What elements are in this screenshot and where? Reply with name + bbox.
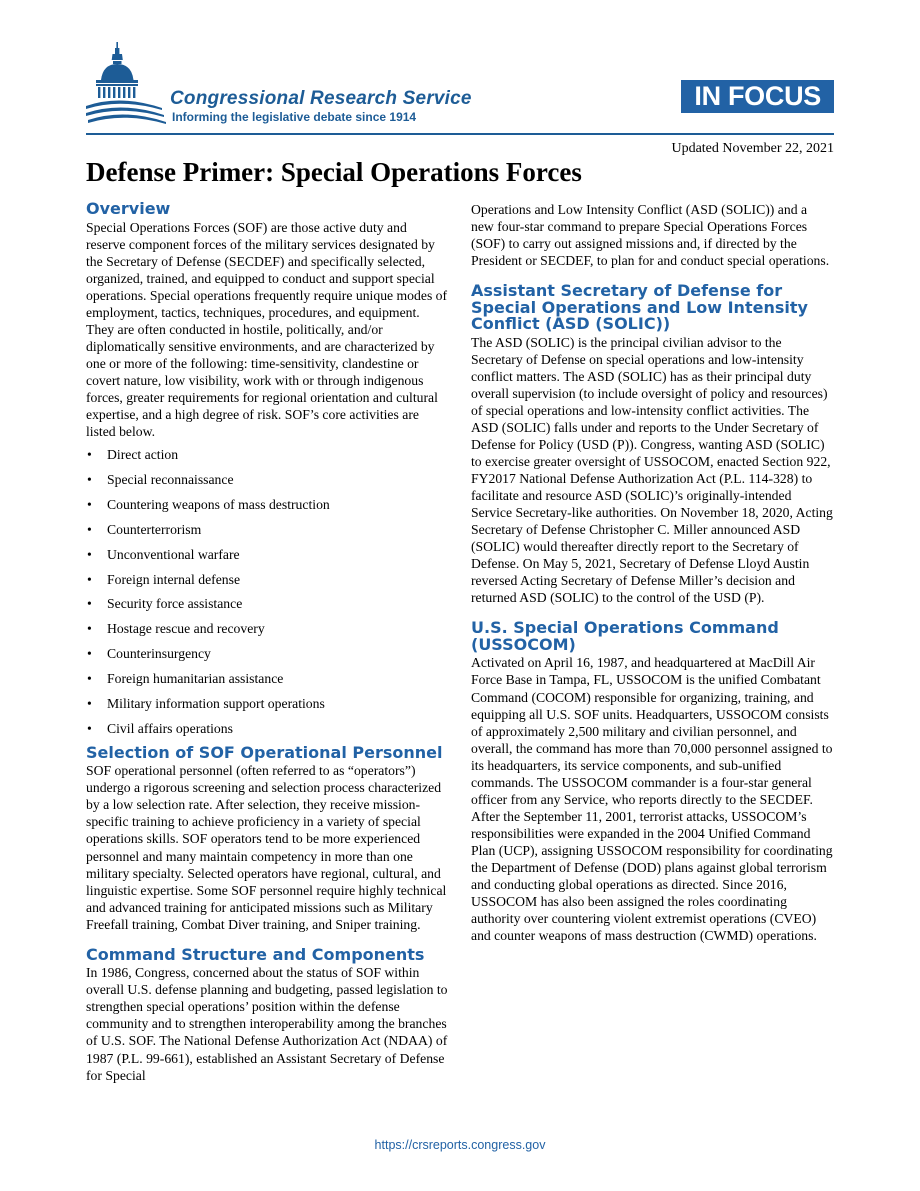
in-focus-badge: IN FOCUS [681,80,834,113]
list-item-label: Direct action [107,447,179,463]
list-item-label: Counterterrorism [107,521,202,537]
list-item-label: Unconventional warfare [107,546,240,562]
ussocom-body: Activated on April 16, 1987, and headquartered at MacDill Air Force Base in Tampa, FL, USSOCOM is the unified Combatant Command (COCOM) responsible for organizing, training, and equipping all U.S. SOF units. Headquarters, USSOCOM consists of approximately 2,500 military and civilian personnel, and overall, the command has more than 70,000 personnel assigned to its headquarters, its service components, and sub-unified commands. The USSOCOM commander is a four-star general officer from any Service, who reports directly to the SECDEF. After the September 11, 2001, terrorist attacks, USSOCOM’s responsibilities were expanded in the 2004 Unified Command Plan (UCP), assigning USSOCOM responsibility for coordinating the Department of Defense (DOD) plans against global terrorism and conducting global operations as directed. Since 2016, USSOCOM has also been assigned the roles coordinating authority over countering violent extremist operations (CVEO) and counter weapons of mass destruction (CWMD) operations. [471,655,833,944]
list-item-label: Military information support operations [107,696,325,712]
bullet-icon: • [87,646,92,662]
list-item-label: Special reconnaissance [107,472,234,487]
overview-body: Special Operations Forces (SOF) are those active duty and reserve component forces of the military services designated by the Secretary of Defense (SECDEF) and specifically selected, organized, trained, and equipped to conduct and support special operations. Special operations frequently require unique modes of employment, tactics, techniques, procedures, and equipment. They are often conducted in hostile, politically, and/or diplomatically sensitive environments, and are characterized by one or more of the following: time-sensitivity, clandestine or covert nature, low visibility, work with or through indigenous forces, greater requirements for regional orientation and cultural expertise, and a high degree of risk. SOF’s core activities are listed below. [86,219,448,440]
list-item [86,645,448,670]
list-item [86,546,448,571]
bullet-icon: • [87,546,92,562]
updated-date: Updated November 22, 2021 [671,141,834,156]
list-item [86,595,448,620]
asd-solic-heading: Assistant Secretary of Defense for Special Operations and Low Intensity Conflict (ASD (SOLIC)) [471,281,808,334]
overview-heading: Overview [86,199,171,218]
list-item [86,670,448,695]
bullet-icon: • [87,521,92,537]
crs-reports-link[interactable]: https://crsreports.congress.gov [374,1138,546,1152]
asd-solic-body: The ASD (SOLIC) is the principal civilian advisor to the Secretary of Defense on special operations and low-intensity conflict matters. The ASD (SOLIC) has as their principal duty overall supervision (to include oversight of policy and resources) of special operations and low-intensity conflict activities. The ASD (SOLIC) falls under and reports to the Under Secretary of Defense for Policy (USD (P)). Congress, wanting ASD (SOLIC) to exercise greater oversight of USSOCOM, enacted Section 922, FY2017 National Defense Authorization Act (P.L. 114-328) to facilitate and resource ASD (SOLIC)’s originally-intended Service Secretary-like authorities. On November 18, 2020, Acting Secretary of Defense Christopher C. Miller announced ASD (SOLIC) would thereafter directly report to the Secretary of Defense. On May 5, 2021, Secretary of Defense Lloyd Austin reversed Acting Secretary of Defense Miller’s decision and returned ASD (SOLIC) to the control of the USD (P). [471,334,833,606]
bullet-icon: • [87,447,92,463]
capitol-dome-icon [86,40,166,130]
bullet-icon: • [87,596,92,612]
bullet-icon: • [87,472,92,487]
header [86,40,834,136]
list-item-label: Hostage rescue and recovery [107,621,265,637]
list-item-label: Countering weapons of mass destruction [107,496,330,512]
bullet-icon: • [87,571,92,587]
list-item [86,471,448,496]
bullet-icon: • [87,696,92,712]
bullet-icon: • [87,671,92,687]
left-column [86,201,448,1084]
command-heading: Command Structure and Components [86,944,425,964]
list-item [86,620,448,645]
page-title: Defense Primer: Special Operations Forces [86,157,582,187]
command-body-continued: Operations and Low Intensity Conflict (ASD (SOLIC)) and a new four-star command to prepare Special Operations Forces (SOF) to carry out assigned missions and, if directed by the President or SECDEF, to plan for and conduct special operations. [471,202,830,269]
list-item-label: Counterinsurgency [107,646,211,662]
bullet-icon: • [87,720,92,736]
right-column [471,201,833,944]
list-item [86,720,448,745]
list-item [86,496,448,521]
selection-heading: Selection of SOF Operational Personnel [86,742,443,762]
list-item [86,695,448,720]
bullet-icon: • [87,496,92,512]
ussocom-heading: U.S. Special Operations Command (USSOCOM) [471,618,779,654]
list-item-label: Civil affairs operations [107,720,233,736]
list-item-label: Foreign internal defense [107,571,241,587]
org-tagline: Informing the legislative debate since 1914 [172,110,417,124]
command-body: In 1986, Congress, concerned about the status of SOF within overall U.S. defense planning and budgeting, passed legislation to strengthen special operations’ position within the defense community and to strengthen interoperability among the branches of U.S. SOF. The National Defense Authorization Act (NDAA) of 1987 (P.L. 99-661), established an Assistant Secretary of Defense for Special [86,965,448,1083]
selection-body: SOF operational personnel (often referred to as “operators”) undergo a rigorous screening and selection process characterized by a low selection rate. After selection, they receive mission-specific training to achieve proficiency in a variety of special operations skills. SOF operators tend to be more experienced personnel and many maintain competency in more than one military specialty. Selected operators have regional, cultural, and linguistic expertise. Some SOF personnel require highly technical and advanced training for anticipated missions such as Military Freefall training, Combat Diver training, and Sniper training. [86,763,447,932]
list-item [86,571,448,596]
header-divider [86,133,834,135]
list-item-label: Security force assistance [107,596,243,612]
core-activities-list [86,446,448,745]
list-item-label: Foreign humanitarian assistance [107,671,284,687]
bullet-icon: • [87,621,92,637]
list-item [86,521,448,546]
list-item [86,446,448,471]
org-name: Congressional Research Service [170,88,472,109]
